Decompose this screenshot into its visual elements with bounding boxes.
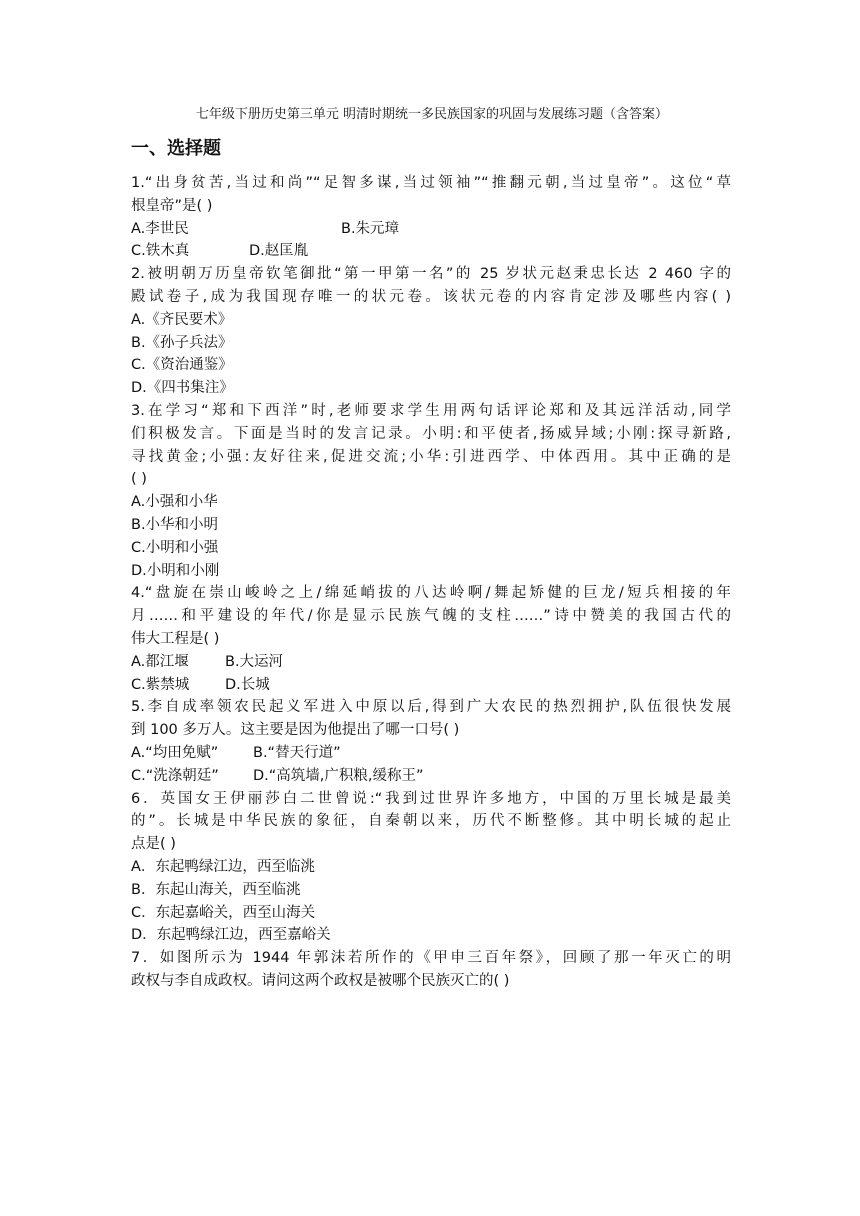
question-stem-line: 们积极发言。下面是当时的发言记录。小明:和平使者,扬威异域;小刚:探寻新路, xyxy=(131,425,731,442)
option-c: C.“洗涤朝廷” xyxy=(131,767,219,784)
option-row xyxy=(131,218,731,241)
option-row xyxy=(131,240,731,263)
question-stem-line: ( ) xyxy=(131,471,147,488)
section-heading: 一、选择题 xyxy=(131,138,221,159)
question-stem-line: 根皇帝”是( ) xyxy=(131,197,213,214)
document-title: 七年级下册历史第三单元 明清时期统一多民族国家的巩固与发展练习题（含答案） xyxy=(195,107,669,122)
question-stem-line: 7．如图所示为 1944 年郭沫若所作的《甲申三百年祭》，回顾了那一年灭亡的明 xyxy=(131,950,731,967)
question-stem-line: 月……和平建设的年代/你是显示民族气魄的支柱……”诗中赞美的我国古代的 xyxy=(131,608,731,625)
option-a: A．东起鸭绿江边，西至临洮 xyxy=(131,858,315,875)
option-a: A.“均田免赋” xyxy=(131,744,219,761)
option-c: C.紫禁城 xyxy=(131,676,190,693)
question-list xyxy=(131,172,731,993)
option-row xyxy=(131,765,731,788)
option-d: D．东起鸭绿江边，西至嘉峪关 xyxy=(131,927,331,944)
question-5 xyxy=(131,696,731,787)
option-d: D.小明和小刚 xyxy=(131,562,220,579)
question-stem-line: 伟大工程是( ) xyxy=(131,630,220,647)
option-b: B.“替天行道” xyxy=(253,744,341,761)
question-6 xyxy=(131,788,731,948)
question-stem-line: 到 100 多万人。这主要是因为他提出了哪一口号( ) xyxy=(131,722,460,739)
option-b: B.朱元璋 xyxy=(341,220,400,237)
question-stem-line: 1.“出身贫苦,当过和尚”“足智多谋,当过领袖”“推翻元朝,当过皇帝”。这位“草 xyxy=(131,175,731,191)
option-d: D.“高筑墙,广积粮,缓称王” xyxy=(253,767,424,784)
option-a: A.《齐民要术》 xyxy=(131,311,233,328)
option-b: B.小华和小明 xyxy=(131,516,219,533)
option-d: D.长城 xyxy=(225,676,270,693)
option-d: D.《四书集注》 xyxy=(131,380,234,397)
option-a: A.都江堰 xyxy=(131,653,189,670)
option-c: C.小明和小强 xyxy=(131,539,219,556)
option-c: C．东起嘉峪关，西至山海关 xyxy=(131,904,316,921)
option-a: A.小强和小华 xyxy=(131,494,218,511)
question-3 xyxy=(131,400,731,582)
question-stem-line: 的”。长城是中华民族的象征，自秦朝以来，历代不断整修。其中明长城的起止 xyxy=(131,813,731,830)
option-row xyxy=(131,651,731,674)
option-b: B.《孙子兵法》 xyxy=(131,334,233,351)
option-c: C.铁木真 xyxy=(131,243,190,260)
question-2 xyxy=(131,263,731,400)
option-d: D.赵匡胤 xyxy=(249,243,309,260)
question-stem-line: 寻找黄金;小强:友好往来,促进交流;小华:引进西学、中体西用。其中正确的是 xyxy=(131,448,731,465)
option-b: B．东起山海关，西至临洮 xyxy=(131,881,301,898)
question-1 xyxy=(131,172,731,263)
option-b: B.大运河 xyxy=(225,653,284,670)
question-stem-line: 点是( ) xyxy=(131,836,176,853)
question-stem-line: 3.在学习“郑和下西洋”时,老师要求学生用两句话评论郑和及其远洋活动,同学 xyxy=(131,402,731,419)
question-stem-line: 6．英国女王伊丽莎白二世曾说:“我到过世界许多地方，中国的万里长城是最美 xyxy=(131,790,731,807)
question-stem-line: 5.李自成率领农民起义军进入中原以后,得到广大农民的热烈拥护,队伍很快发展 xyxy=(131,699,731,716)
question-7 xyxy=(131,947,731,993)
question-stem-line: 2.被明朝万历皇帝钦笔御批“第一甲第一名”的 25 岁状元赵秉忠长达 2 460 字的 xyxy=(131,266,731,283)
option-c: C.《资治通鉴》 xyxy=(131,357,233,374)
option-row xyxy=(131,742,731,765)
question-stem-line: 政权与李自成政权。请问这两个政权是被哪个民族灭亡的( ) xyxy=(131,972,510,989)
question-stem-line: 4.“盘旋在崇山峻岭之上/绵延峭拔的八达岭啊/舞起矫健的巨龙/短兵相接的年 xyxy=(131,585,731,602)
question-stem-line: 殿试卷子,成为我国现存唯一的状元卷。该状元卷的内容肯定涉及哪些内容( ) xyxy=(131,288,731,305)
question-4 xyxy=(131,582,731,696)
option-row xyxy=(131,674,731,697)
option-a: A.李世民 xyxy=(131,220,189,237)
